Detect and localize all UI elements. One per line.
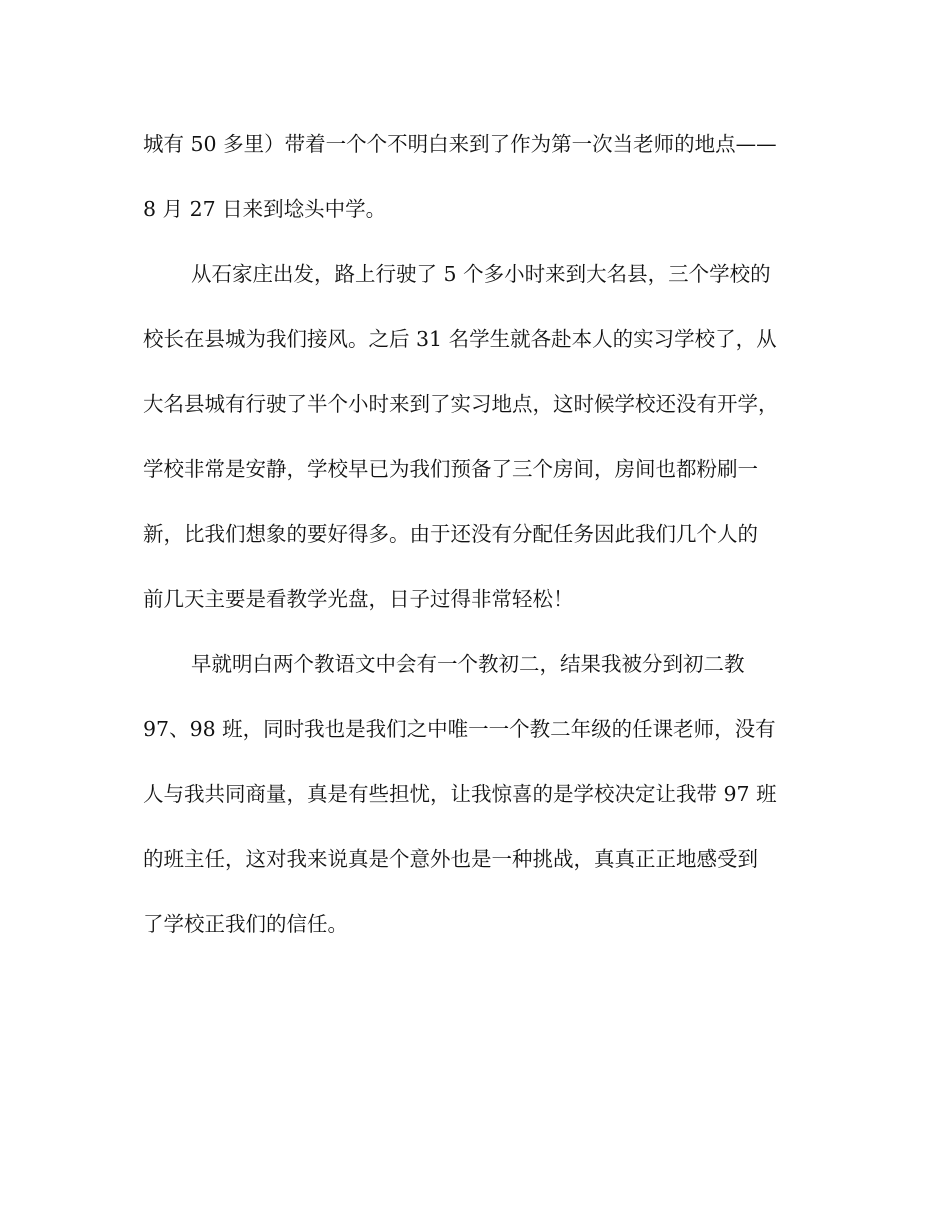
text-line: 的班主任，这对我来说真是个意外也是一种挑战，真真正正地感受到	[143, 847, 758, 871]
text-line: 了学校正我们的信任。	[143, 912, 348, 936]
text-line: 校长在县城为我们接风。之后 31 名学生就各赴本人的实习学校了，从	[143, 327, 777, 351]
text-line: 新，比我们想象的要好得多。由于还没有分配任务因此我们几个人的	[143, 522, 758, 546]
text-line: 城有 50 多里）带着一个个不明白来到了作为第一次当老师的地点——	[143, 132, 777, 156]
text-line: 人与我共同商量，真是有些担忧，让我惊喜的是学校决定让我带 97 班	[143, 782, 777, 806]
paragraph-start-line: 从石家庄出发，路上行驶了 5 个多小时来到大名县，三个学校的	[191, 262, 771, 286]
paragraph-start-line: 早就明白两个教语文中会有一个教初二，结果我被分到初二教	[191, 652, 745, 676]
text-line: 大名县城有行驶了半个小时来到了实习地点，这时候学校还没有开学，	[143, 392, 779, 416]
body-text	[143, 122, 808, 967]
text-line: 学校非常是安静，学校早已为我们预备了三个房间，房间也都粉刷一	[143, 457, 758, 481]
text-line: 前几天主要是看教学光盘，日子过得非常轻松！	[143, 587, 574, 611]
text-line: 8 月 27 日来到埝头中学。	[143, 197, 387, 221]
text-line: 97、98 班，同时我也是我们之中唯一一个教二年级的任课老师，没有	[143, 717, 776, 741]
